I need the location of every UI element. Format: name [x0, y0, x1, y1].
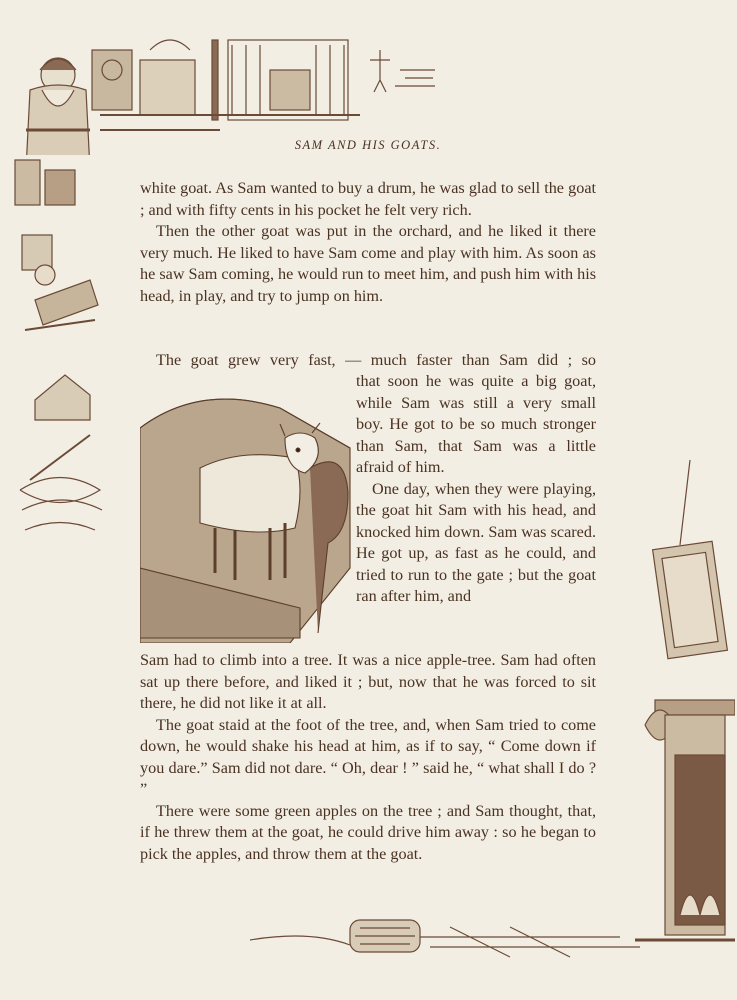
paragraph-4-continued: Sam had to climb into a tree. It was a nice apple-tree. Sam had often sat up there before, and liked it ; but, now that he was forced to sit there, he did not like it at all.	[140, 651, 596, 712]
goat-on-sofa	[140, 388, 355, 643]
paragraph-3-wrapped: that soon he was quite a big goat, while Sam was still a very small boy. He got to be so much stronger than Sam, that Sam was a little afraid of him.	[356, 372, 596, 476]
christmas-toys-border	[10, 150, 120, 570]
text-wrap-column	[356, 371, 596, 608]
text-block-bottom	[140, 650, 596, 865]
paragraph-4-wrapped: One day, when they were playing, the goat hit Sam with his head, and knocked him down. Sam was scared. He got up, as fast as he could, and tried to run to the gate ; but the goat ran after him, and	[356, 479, 596, 605]
paragraph-5: The goat staid at the foot of the tree, and, when Sam tried to come down, he would shake his head at him, as if to say, “ Come down if you dare.” Sam did not dare. “ Oh, dear ! ” said he, “ what shall I do ? ”	[140, 715, 596, 798]
santa-claus-vignette	[0, 30, 460, 155]
paragraph-3-first-line: The goat grew very fast, — much faster than Sam did ; so	[156, 351, 596, 369]
fireplace-mantel-border	[635, 455, 735, 955]
running-head: SAM AND HIS GOATS.	[294, 138, 442, 152]
paragraph-2: Then the other goat was put in the orchard, and he liked it there very much. He liked to have Sam come and play with him. As soon as he saw Sam coming, he would run to meet him, and push him with his head, in play, and try to jump on him.	[140, 222, 596, 305]
text-block-top	[140, 178, 596, 307]
paragraph-6: There were some green apples on the tree ; and Sam thought, that, if he threw them at the goat, he could drive him away : so he began to pick the apples, and throw them at the goat.	[140, 801, 596, 863]
paragraph-1: white goat. As Sam wanted to buy a drum, he was glad to sell the goat ; and with fifty cents in his pocket he felt very rich.	[140, 179, 596, 219]
hearth-rug-border	[250, 912, 650, 967]
